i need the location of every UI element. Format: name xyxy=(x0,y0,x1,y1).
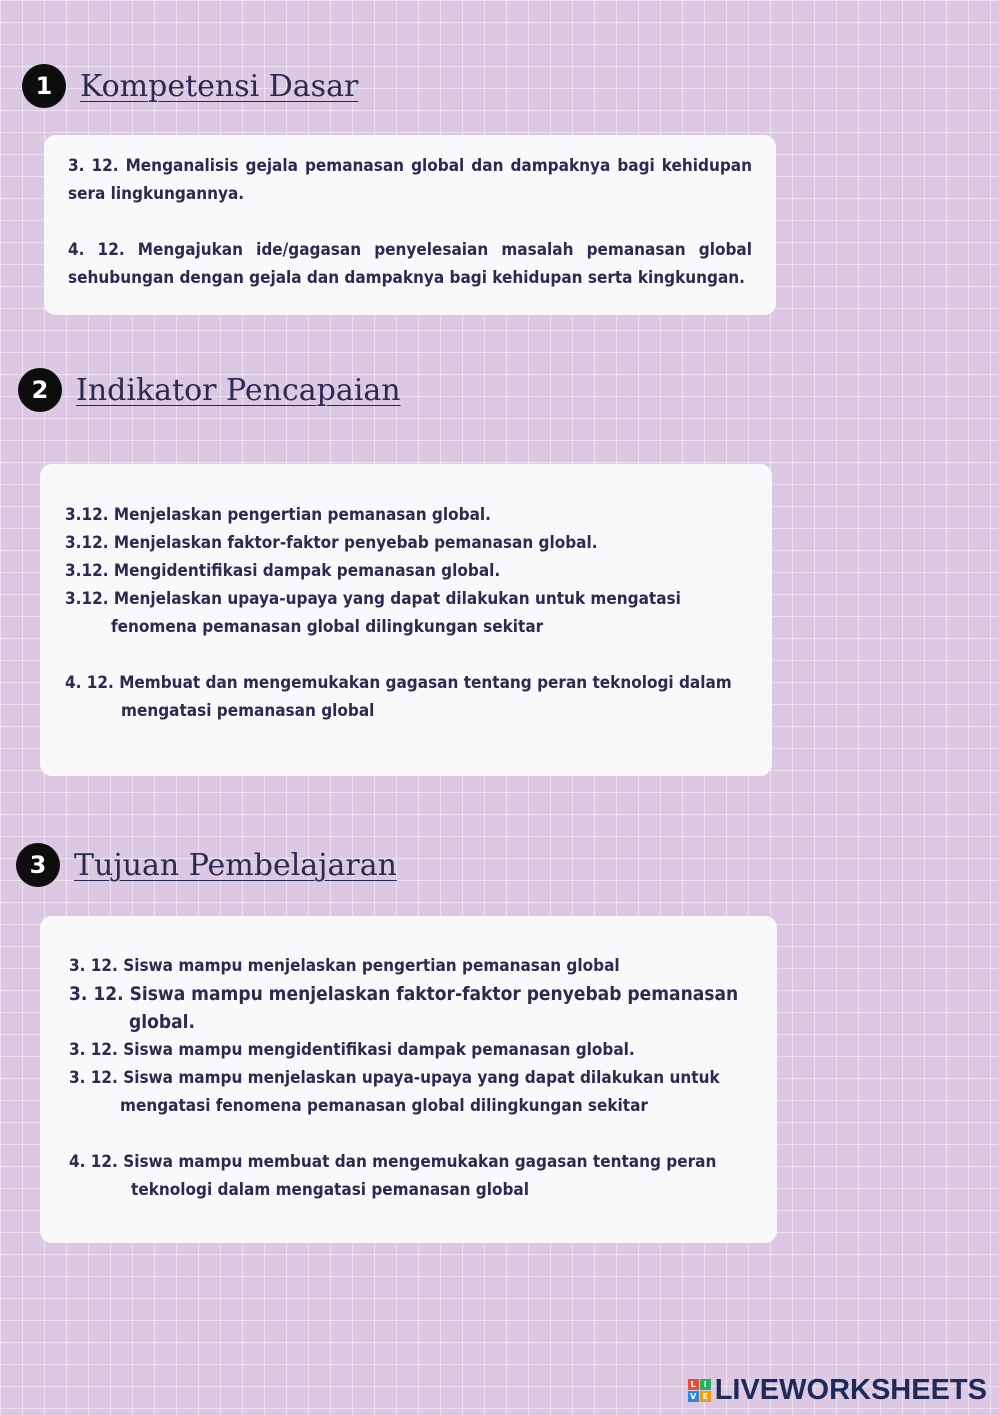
tujuan-line: 3. 12. Siswa mampu mengidentifikasi dampak pemanasan global. xyxy=(69,1040,635,1060)
logo-mark-letter: V xyxy=(688,1391,699,1402)
section-number-badge: 3 xyxy=(16,843,60,887)
indikator-line: 3.12. Menjelaskan faktor-faktor penyebab pemanasan global. xyxy=(65,533,598,553)
section-number-badge: 2 xyxy=(18,368,62,412)
tujuan-line: 3. 12. Siswa mampu menjelaskan pengertian pemanasan global xyxy=(69,956,620,976)
section-header-indikator xyxy=(18,368,401,412)
tujuan-line: teknologi dalam mengatasi pemanasan global xyxy=(131,1180,529,1200)
liveworksheets-logo[interactable] xyxy=(688,1374,987,1407)
indikator-card xyxy=(40,464,772,776)
indikator-line: 3.12. Mengidentifikasi dampak pemanasan global. xyxy=(65,561,501,581)
tujuan-card xyxy=(40,916,777,1243)
indikator-line: 3.12. Menjelaskan upaya-upaya yang dapat dilakukan untuk mengatasi xyxy=(65,589,681,609)
kompetensi-item: 3. 12. Menganalisis gejala pemanasan global dan dampaknya bagi kehidupan sera lingkungannya. xyxy=(68,156,752,204)
section-number-badge: 1 xyxy=(22,64,66,108)
tujuan-line: global. xyxy=(129,1011,195,1033)
tujuan-line: 3. 12. Siswa mampu menjelaskan faktor-faktor penyebab pemanasan xyxy=(69,983,739,1005)
indikator-line: fenomena pemanasan global dilingkungan sekitar xyxy=(111,617,544,637)
section-header-tujuan xyxy=(16,843,397,887)
logo-mark-letter: E xyxy=(700,1391,711,1402)
section-title: Kompetensi Dasar xyxy=(80,68,359,104)
kompetensi-card xyxy=(44,135,776,315)
logo-text: LIVEWORKSHEETS xyxy=(714,1374,987,1406)
indikator-line: 4. 12. Membuat dan mengemukakan gagasan tentang peran teknologi dalam xyxy=(65,673,732,693)
tujuan-line: 4. 12. Siswa mampu membuat dan mengemukakan gagasan tentang peran xyxy=(69,1152,717,1172)
indikator-line: mengatasi pemanasan global xyxy=(121,701,375,721)
section-title: Indikator Pencapaian xyxy=(76,372,401,408)
tujuan-line: mengatasi fenomena pemanasan global dilingkungan sekitar xyxy=(120,1096,648,1116)
tujuan-line: 3. 12. Siswa mampu menjelaskan upaya-upaya yang dapat dilakukan untuk xyxy=(69,1068,720,1088)
logo-mark-icon xyxy=(688,1379,711,1402)
indikator-line: 3.12. Menjelaskan pengertian pemanasan global. xyxy=(65,505,491,525)
section-title: Tujuan Pembelajaran xyxy=(74,847,397,883)
logo-mark-letter: L xyxy=(688,1379,699,1390)
section-header-kompetensi xyxy=(22,64,358,108)
kompetensi-item: 4. 12. Mengajukan ide/gagasan penyelesaian masalah pemanasan global sehubungan dengan gejala dan dampaknya bagi kehidupan serta kingkungan. xyxy=(68,240,752,288)
logo-mark-letter: I xyxy=(700,1379,711,1390)
